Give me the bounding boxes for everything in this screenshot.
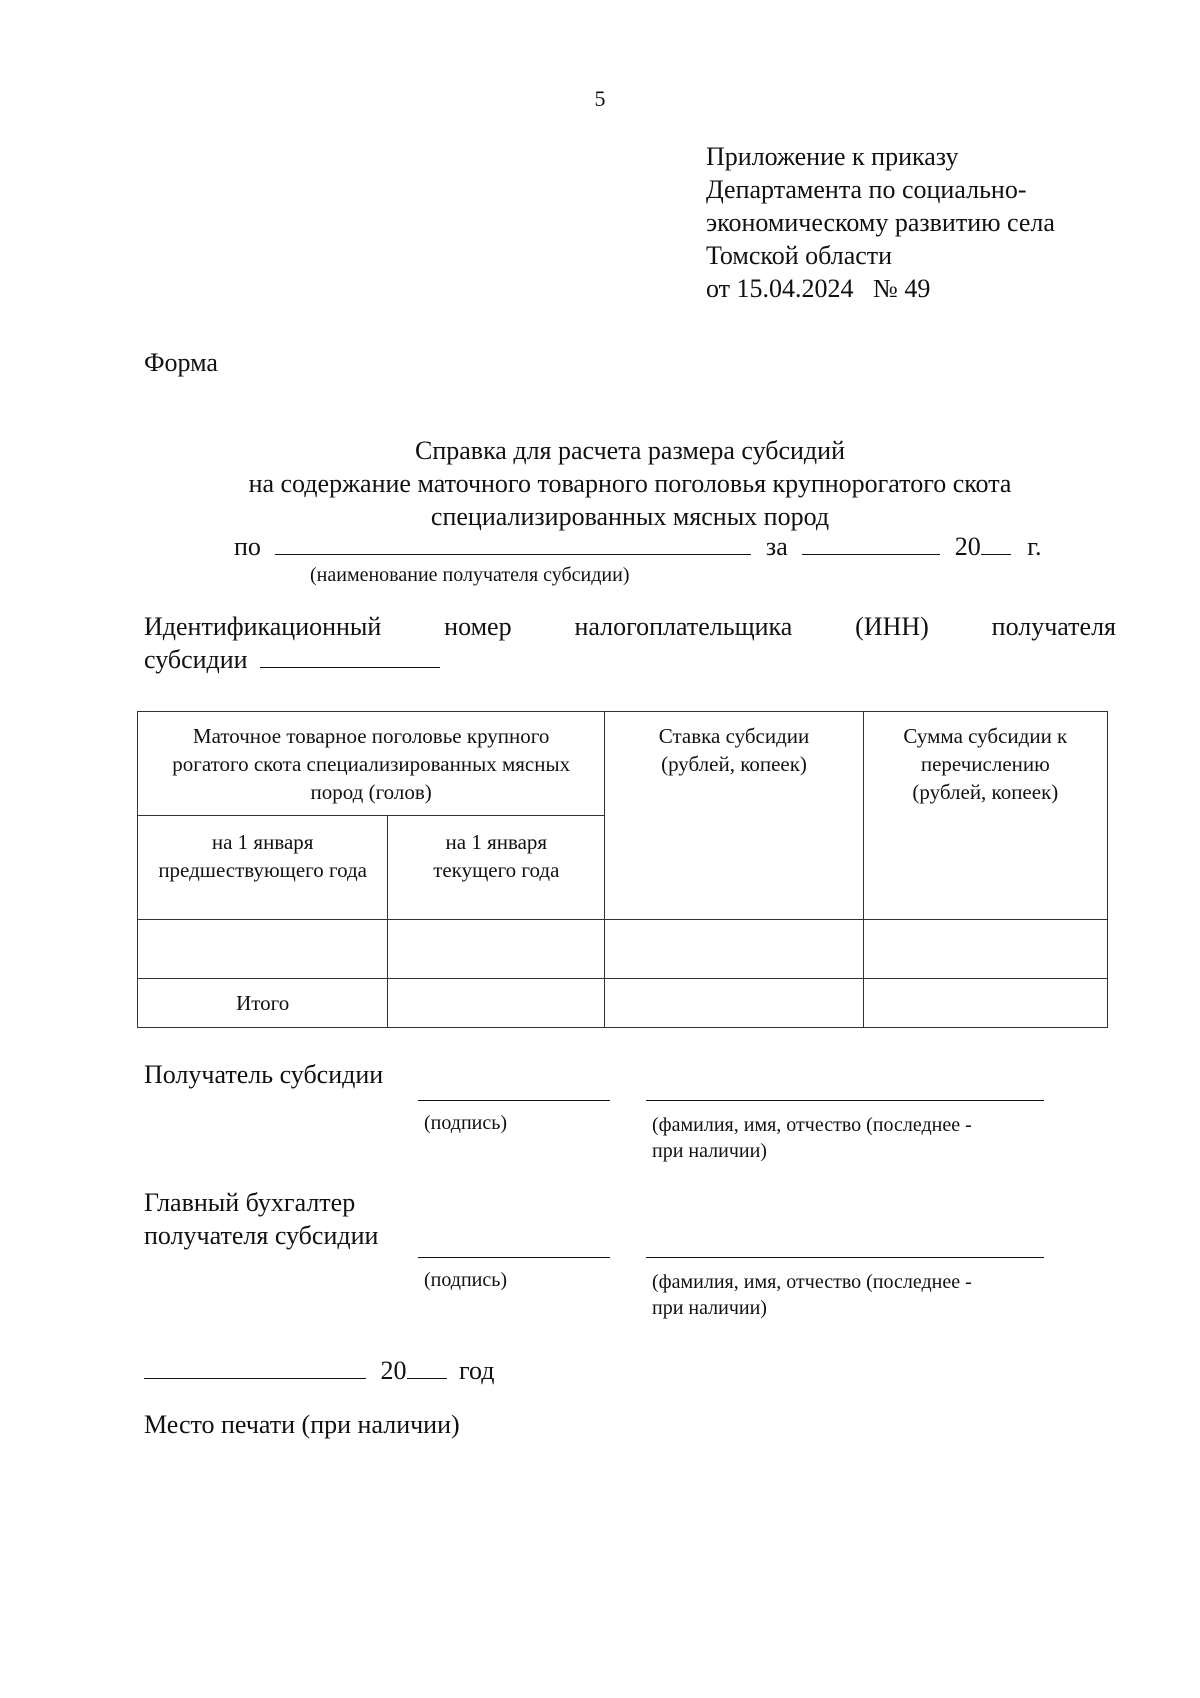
signature-hint: (подпись) (424, 1269, 508, 1291)
year-prefix: 20 (954, 532, 981, 561)
total-label: Итого (138, 979, 388, 1028)
subheader-prev: на 1 января предшествующего года (138, 816, 388, 920)
year-suffix: г. (1027, 532, 1042, 561)
inn-second-line (144, 643, 1116, 676)
accountant-name-line[interactable] (646, 1257, 1044, 1258)
recipient-name-field[interactable] (275, 534, 751, 555)
table-cell[interactable] (863, 920, 1107, 979)
table-cell[interactable] (605, 920, 863, 979)
subheader-curr: на 1 января текущего года (388, 816, 605, 920)
inn-word: получателя (991, 612, 1116, 641)
appendix-line: Томской области (706, 241, 893, 270)
recipient-label: Получатель субсидии (144, 1060, 384, 1089)
period-line (234, 532, 1041, 562)
name-hint-line: (фамилия, имя, отчество (последнее - (652, 1114, 972, 1136)
table-cell[interactable] (388, 979, 605, 1028)
header-sum: Сумма субсидии к перечислению (рублей, копеек) (863, 712, 1107, 920)
period-field[interactable] (802, 534, 940, 555)
signature-hint: (подпись) (424, 1112, 508, 1134)
recipient-name-line[interactable] (646, 1100, 1044, 1101)
header-group: Маточное товарное поголовье крупного рогатого скота специализированных мясных пород (голов) (138, 712, 605, 816)
appendix-line: экономическому развитию села (706, 208, 1055, 237)
appendix-line: Департамента по социально- (706, 175, 1027, 204)
za-word: за (765, 532, 788, 561)
subsidy-table (137, 711, 1108, 1028)
inn-word: Идентификационный (144, 612, 382, 641)
date-field[interactable] (144, 1358, 366, 1379)
accountant-signature-line[interactable] (418, 1257, 610, 1258)
document-title (0, 434, 1200, 533)
page-number: 5 (594, 86, 606, 111)
inn-field[interactable] (260, 647, 440, 668)
table-row (138, 979, 1108, 1028)
table-row (138, 920, 1108, 979)
title-line: на содержание маточного товарного поголовья крупнорогатого скота (248, 469, 1012, 498)
table-cell[interactable] (388, 920, 605, 979)
inn-word: номер (444, 612, 512, 641)
accountant-label-line: Главный бухгалтер (144, 1188, 356, 1217)
name-hint (652, 1112, 972, 1164)
date-line (144, 1356, 495, 1386)
table-cell[interactable] (605, 979, 863, 1028)
accountant-label (144, 1186, 378, 1252)
name-hint-line: при наличии) (652, 1140, 767, 1162)
appendix-line: Приложение к приказу (706, 142, 959, 171)
header-rate: Ставка субсидии (рублей, копеек) (605, 712, 863, 920)
name-hint-line: при наличии) (652, 1297, 767, 1319)
year-field[interactable] (981, 534, 1011, 555)
recipient-signature-line[interactable] (418, 1100, 610, 1101)
name-hint-line: (фамилия, имя, отчество (последнее - (652, 1271, 972, 1293)
appendix-block (706, 140, 1055, 305)
inn-word: (ИНН) (855, 612, 929, 641)
date-year-word: год (459, 1356, 495, 1385)
accountant-label-line: получателя субсидии (144, 1221, 379, 1250)
table-cell[interactable] (863, 979, 1107, 1028)
name-hint (652, 1269, 972, 1321)
inn-subsidy-word: субсидии (144, 645, 248, 674)
appendix-line: от 15.04.2024 № 49 (706, 274, 931, 303)
recipient-hint: (наименование получателя субсидии) (310, 564, 630, 586)
title-line: Справка для расчета размера субсидий (415, 436, 845, 465)
inn-block (144, 610, 1116, 676)
inn-word: налогоплательщика (574, 612, 793, 641)
title-line: специализированных мясных пород (430, 502, 830, 531)
date-year-prefix: 20 (380, 1356, 407, 1385)
stamp-place: Место печати (при наличии) (144, 1410, 460, 1439)
form-label: Форма (144, 348, 218, 377)
po-word: по (234, 532, 261, 561)
date-year-field[interactable] (407, 1358, 447, 1379)
inn-row (144, 610, 1116, 643)
table-cell[interactable] (138, 920, 388, 979)
